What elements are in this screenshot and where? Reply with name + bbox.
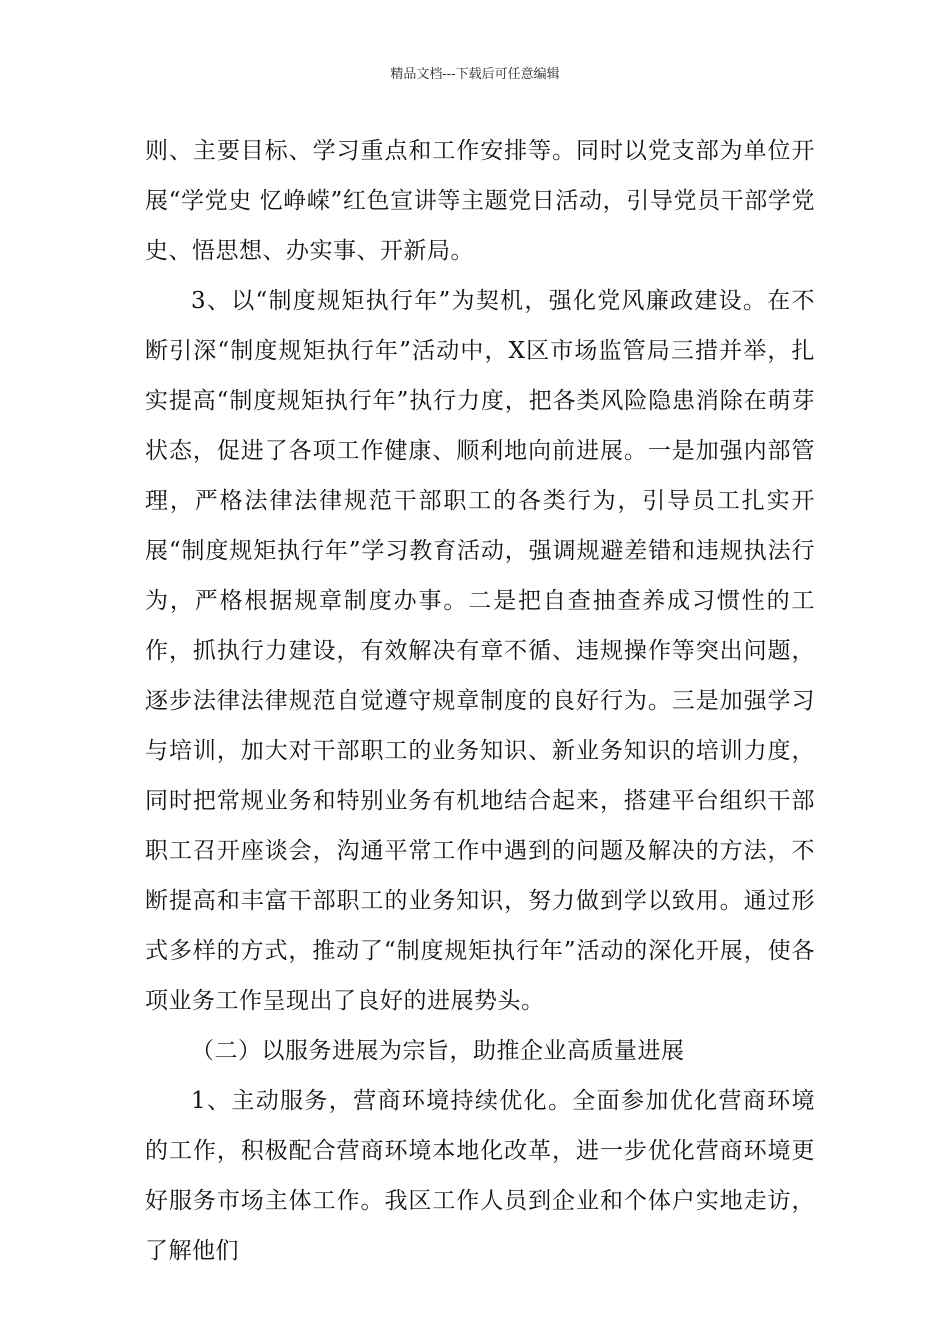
document-body xyxy=(145,126,815,1276)
page-header: 精品文档---下载后可任意编辑 xyxy=(390,67,560,82)
paragraph-item-3: 3、以“制度规矩执行年”为契机，强化党风廉政建设。在不断引深“制度规矩执行年”活动中，X区市场监管局三措并举，扎实提高“制度规矩执行年”执行力度，把各类风险隐患消除在萌芽状态，促进了各项工作健康、顺利地向前进展。一是加强内部管理，严格法律法律规范干部职工的各类行为，引导员工扎实开展“制度规矩执行年”学习教育活动，强调规避差错和违规执法行为，严格根据规章制度办事。二是把自查抽查养成习惯性的工作，抓执行力建设，有效解决有章不循、违规操作等突出问题，逐步法律法律规范自觉遵守规章制度的良好行为。三是加强学习与培训，加大对干部职工的业务知识、新业务知识的培训力度，同时把常规业务和特别业务有机地结合起来，搭建平台组织干部职工召开座谈会，沟通平常工作中遇到的问题及解决的方法，不断提高和丰富干部职工的业务知识，努力做到学以致用。通过形式多样的方式，推动了“制度规矩执行年”活动的深化开展，使各项业务工作呈现出了良好的进展势头。 xyxy=(145,288,815,1014)
paragraph-item-1: 1、主动服务，营商环境持续优化。全面参加优化营商环境的工作，积极配合营商环境本地化改革，进一步优化营商环境更好服务市场主体工作。我区工作人员到企业和个体户实地走访，了解他们 xyxy=(145,1088,815,1264)
section-heading-2: （二）以服务进展为宗旨，助推企业高质量进展 xyxy=(191,1038,685,1064)
paragraph-continuation: 则、主要目标、学习重点和工作安排等。同时以党支部为单位开展“学党史 忆峥嵘”红色宣讲等主题党日活动，引导党员干部学党史、悟思想、办实事、开新局。 xyxy=(145,138,815,264)
